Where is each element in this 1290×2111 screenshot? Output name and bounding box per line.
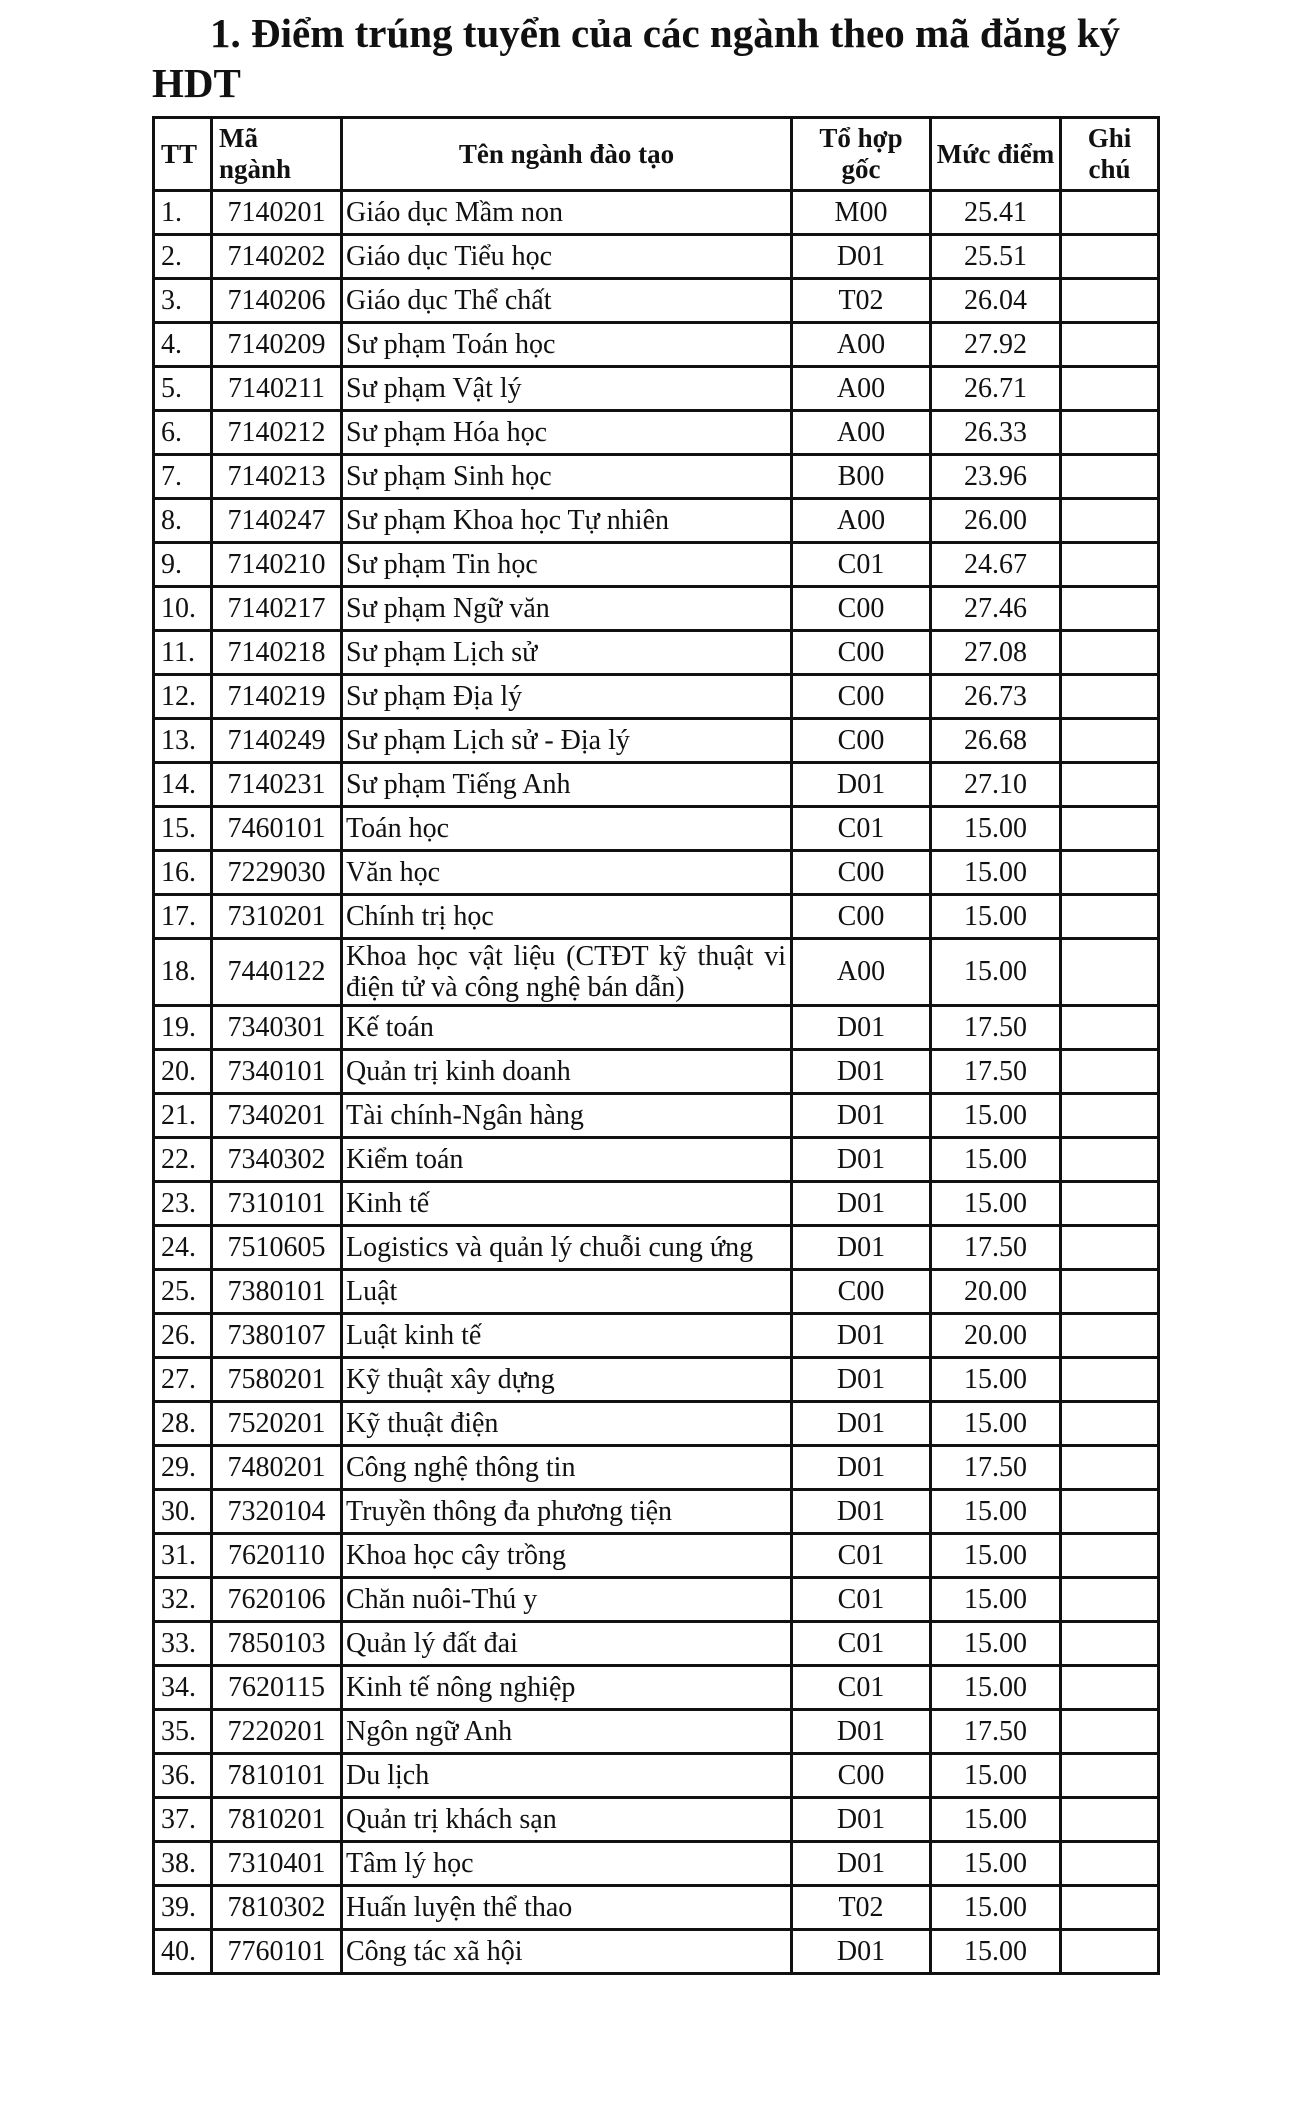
row-ghi-chu [1061, 675, 1159, 719]
row-ma-nganh: 7320104 [212, 1490, 342, 1534]
row-to-hop-goc: B00 [792, 455, 931, 499]
table-row [154, 1182, 1159, 1226]
row-tt: 28. [154, 1402, 212, 1446]
row-tt: 37. [154, 1798, 212, 1842]
table-row [154, 367, 1159, 411]
row-ma-nganh: 7140217 [212, 587, 342, 631]
row-ma-nganh: 7460101 [212, 807, 342, 851]
row-tt: 16. [154, 851, 212, 895]
row-ghi-chu [1061, 939, 1159, 1006]
admission-score-table [152, 116, 1160, 1975]
row-muc-diem: 26.68 [931, 719, 1061, 763]
row-to-hop-goc: D01 [792, 1490, 931, 1534]
row-tt: 11. [154, 631, 212, 675]
table-row [154, 851, 1159, 895]
table-row [154, 763, 1159, 807]
row-ten-nganh: Sư phạm Hóa học [342, 411, 792, 455]
table-row [154, 1402, 1159, 1446]
row-to-hop-goc: A00 [792, 323, 931, 367]
row-ma-nganh: 7310401 [212, 1842, 342, 1886]
row-ma-nganh: 7140206 [212, 279, 342, 323]
row-ma-nganh: 7220201 [212, 1710, 342, 1754]
row-to-hop-goc: C01 [792, 1578, 931, 1622]
row-muc-diem: 15.00 [931, 1358, 1061, 1402]
row-ma-nganh: 7340301 [212, 1006, 342, 1050]
row-ghi-chu [1061, 763, 1159, 807]
row-ghi-chu [1061, 455, 1159, 499]
row-ma-nganh: 7520201 [212, 1402, 342, 1446]
row-tt: 29. [154, 1446, 212, 1490]
row-ten-nganh: Sư phạm Khoa học Tự nhiên [342, 499, 792, 543]
row-ten-nganh: Sư phạm Tiếng Anh [342, 763, 792, 807]
row-ma-nganh: 7620110 [212, 1534, 342, 1578]
row-ghi-chu [1061, 1666, 1159, 1710]
row-ten-nganh: Quản trị khách sạn [342, 1798, 792, 1842]
table-row [154, 1050, 1159, 1094]
table-row [154, 543, 1159, 587]
row-ghi-chu [1061, 499, 1159, 543]
row-tt: 1. [154, 191, 212, 235]
row-ten-nganh: Sư phạm Địa lý [342, 675, 792, 719]
row-tt: 35. [154, 1710, 212, 1754]
row-muc-diem: 15.00 [931, 1886, 1061, 1930]
row-muc-diem: 15.00 [931, 1578, 1061, 1622]
row-muc-diem: 15.00 [931, 1534, 1061, 1578]
table-row [154, 1842, 1159, 1886]
row-ten-nganh: Chăn nuôi-Thú y [342, 1578, 792, 1622]
row-muc-diem: 26.04 [931, 279, 1061, 323]
table-row [154, 1446, 1159, 1490]
row-to-hop-goc: C01 [792, 807, 931, 851]
row-to-hop-goc: D01 [792, 1358, 931, 1402]
row-muc-diem: 15.00 [931, 895, 1061, 939]
table-row [154, 1358, 1159, 1402]
row-tt: 30. [154, 1490, 212, 1534]
row-to-hop-goc: D01 [792, 1446, 931, 1490]
row-ma-nganh: 7620106 [212, 1578, 342, 1622]
row-muc-diem: 27.08 [931, 631, 1061, 675]
row-muc-diem: 17.50 [931, 1006, 1061, 1050]
row-muc-diem: 15.00 [931, 939, 1061, 1006]
row-tt: 17. [154, 895, 212, 939]
table-row [154, 1666, 1159, 1710]
row-ma-nganh: 7340101 [212, 1050, 342, 1094]
row-tt: 32. [154, 1578, 212, 1622]
table-row [154, 323, 1159, 367]
table-header-row [154, 118, 1159, 191]
row-ma-nganh: 7310201 [212, 895, 342, 939]
row-muc-diem: 20.00 [931, 1270, 1061, 1314]
row-ghi-chu [1061, 1006, 1159, 1050]
row-tt: 40. [154, 1930, 212, 1974]
table-row [154, 1622, 1159, 1666]
row-muc-diem: 20.00 [931, 1314, 1061, 1358]
row-muc-diem: 17.50 [931, 1446, 1061, 1490]
row-ghi-chu [1061, 1138, 1159, 1182]
row-ten-nganh: Ngôn ngữ Anh [342, 1710, 792, 1754]
row-tt: 39. [154, 1886, 212, 1930]
row-ghi-chu [1061, 1622, 1159, 1666]
row-muc-diem: 15.00 [931, 1622, 1061, 1666]
row-ten-nganh: Quản lý đất đai [342, 1622, 792, 1666]
row-tt: 21. [154, 1094, 212, 1138]
row-ghi-chu [1061, 1094, 1159, 1138]
table-row [154, 279, 1159, 323]
row-ghi-chu [1061, 1446, 1159, 1490]
row-to-hop-goc: D01 [792, 1226, 931, 1270]
row-ghi-chu [1061, 587, 1159, 631]
row-tt: 14. [154, 763, 212, 807]
row-ghi-chu [1061, 411, 1159, 455]
row-muc-diem: 25.41 [931, 191, 1061, 235]
row-ghi-chu [1061, 323, 1159, 367]
row-ghi-chu [1061, 235, 1159, 279]
row-tt: 10. [154, 587, 212, 631]
header-ma-nganh: Mã ngành [212, 118, 342, 191]
row-to-hop-goc: C00 [792, 1270, 931, 1314]
row-ma-nganh: 7850103 [212, 1622, 342, 1666]
row-to-hop-goc: D01 [792, 1930, 931, 1974]
row-tt: 31. [154, 1534, 212, 1578]
row-ten-nganh: Giáo dục Tiểu học [342, 235, 792, 279]
row-tt: 23. [154, 1182, 212, 1226]
row-ten-nganh: Du lịch [342, 1754, 792, 1798]
row-ma-nganh: 7810101 [212, 1754, 342, 1798]
table-row [154, 1006, 1159, 1050]
row-ghi-chu [1061, 1842, 1159, 1886]
row-tt: 13. [154, 719, 212, 763]
row-to-hop-goc: C01 [792, 1666, 931, 1710]
row-muc-diem: 27.92 [931, 323, 1061, 367]
header-muc-diem: Mức điểm [931, 118, 1061, 191]
row-ma-nganh: 7140231 [212, 763, 342, 807]
row-ma-nganh: 7580201 [212, 1358, 342, 1402]
table-row [154, 1930, 1159, 1974]
row-muc-diem: 15.00 [931, 1930, 1061, 1974]
row-muc-diem: 15.00 [931, 1666, 1061, 1710]
row-muc-diem: 27.46 [931, 587, 1061, 631]
row-ghi-chu [1061, 1534, 1159, 1578]
table-row [154, 1138, 1159, 1182]
row-to-hop-goc: M00 [792, 191, 931, 235]
row-ghi-chu [1061, 631, 1159, 675]
row-to-hop-goc: D01 [792, 1138, 931, 1182]
row-tt: 24. [154, 1226, 212, 1270]
row-ten-nganh: Kiểm toán [342, 1138, 792, 1182]
row-ghi-chu [1061, 895, 1159, 939]
row-to-hop-goc: A00 [792, 367, 931, 411]
row-ten-nganh: Luật kinh tế [342, 1314, 792, 1358]
row-ma-nganh: 7340201 [212, 1094, 342, 1138]
row-to-hop-goc: D01 [792, 1710, 931, 1754]
row-ghi-chu [1061, 543, 1159, 587]
row-ghi-chu [1061, 1798, 1159, 1842]
row-muc-diem: 15.00 [931, 1754, 1061, 1798]
table-row [154, 1710, 1159, 1754]
row-to-hop-goc: D01 [792, 235, 931, 279]
table-row [154, 587, 1159, 631]
row-ten-nganh: Kế toán [342, 1006, 792, 1050]
row-ten-nganh: Sư phạm Lịch sử [342, 631, 792, 675]
row-ghi-chu [1061, 807, 1159, 851]
row-ghi-chu [1061, 851, 1159, 895]
row-to-hop-goc: A00 [792, 411, 931, 455]
table-row [154, 1798, 1159, 1842]
row-ma-nganh: 7140212 [212, 411, 342, 455]
row-muc-diem: 26.33 [931, 411, 1061, 455]
row-tt: 33. [154, 1622, 212, 1666]
row-tt: 18. [154, 939, 212, 1006]
row-ten-nganh: Huấn luyện thể thao [342, 1886, 792, 1930]
row-ghi-chu [1061, 1182, 1159, 1226]
row-muc-diem: 23.96 [931, 455, 1061, 499]
header-to-hop-goc: Tổ hợp gốc [792, 118, 931, 191]
row-ghi-chu [1061, 191, 1159, 235]
row-to-hop-goc: D01 [792, 1402, 931, 1446]
header-ten-nganh: Tên ngành đào tạo [342, 118, 792, 191]
row-to-hop-goc: C00 [792, 1754, 931, 1798]
header-tt: TT [154, 118, 212, 191]
row-to-hop-goc: D01 [792, 763, 931, 807]
row-ten-nganh: Giáo dục Mầm non [342, 191, 792, 235]
row-ghi-chu [1061, 1226, 1159, 1270]
row-ma-nganh: 7810302 [212, 1886, 342, 1930]
row-ma-nganh: 7140209 [212, 323, 342, 367]
row-ghi-chu [1061, 367, 1159, 411]
row-tt: 4. [154, 323, 212, 367]
row-ten-nganh: Kinh tế nông nghiệp [342, 1666, 792, 1710]
row-to-hop-goc: D01 [792, 1798, 931, 1842]
table-row [154, 895, 1159, 939]
table-row [154, 675, 1159, 719]
table-row [154, 235, 1159, 279]
table-body [154, 191, 1159, 1974]
table-row [154, 1578, 1159, 1622]
row-tt: 26. [154, 1314, 212, 1358]
row-to-hop-goc: C00 [792, 851, 931, 895]
row-muc-diem: 15.00 [931, 1138, 1061, 1182]
row-ma-nganh: 7380107 [212, 1314, 342, 1358]
row-ghi-chu [1061, 719, 1159, 763]
row-ghi-chu [1061, 1050, 1159, 1094]
row-ma-nganh: 7140211 [212, 367, 342, 411]
row-to-hop-goc: C00 [792, 719, 931, 763]
row-ten-nganh: Sư phạm Sinh học [342, 455, 792, 499]
row-ten-nganh: Kinh tế [342, 1182, 792, 1226]
row-to-hop-goc: C00 [792, 631, 931, 675]
row-tt: 6. [154, 411, 212, 455]
table-row [154, 719, 1159, 763]
row-ma-nganh: 7140247 [212, 499, 342, 543]
row-ma-nganh: 7140219 [212, 675, 342, 719]
row-muc-diem: 26.00 [931, 499, 1061, 543]
row-ten-nganh: Logistics và quản lý chuỗi cung ứng [342, 1226, 792, 1270]
row-muc-diem: 15.00 [931, 1842, 1061, 1886]
row-ten-nganh: Văn học [342, 851, 792, 895]
table-row [154, 411, 1159, 455]
row-muc-diem: 15.00 [931, 1182, 1061, 1226]
row-to-hop-goc: A00 [792, 499, 931, 543]
row-ghi-chu [1061, 1314, 1159, 1358]
table-row [154, 1270, 1159, 1314]
row-tt: 36. [154, 1754, 212, 1798]
row-tt: 20. [154, 1050, 212, 1094]
row-muc-diem: 15.00 [931, 1402, 1061, 1446]
row-to-hop-goc: D01 [792, 1182, 931, 1226]
row-ten-nganh: Chính trị học [342, 895, 792, 939]
row-ten-nganh: Sư phạm Ngữ văn [342, 587, 792, 631]
row-ten-nganh: Khoa học vật liệu (CTĐT kỹ thuật vi điện tử và công nghệ bán dẫn) [342, 939, 792, 1006]
row-ghi-chu [1061, 1930, 1159, 1974]
table-row [154, 1094, 1159, 1138]
row-tt: 2. [154, 235, 212, 279]
row-tt: 22. [154, 1138, 212, 1182]
row-ghi-chu [1061, 1710, 1159, 1754]
row-muc-diem: 15.00 [931, 807, 1061, 851]
row-ten-nganh: Sư phạm Vật lý [342, 367, 792, 411]
row-tt: 9. [154, 543, 212, 587]
row-to-hop-goc: D01 [792, 1050, 931, 1094]
row-tt: 3. [154, 279, 212, 323]
row-ten-nganh: Sư phạm Lịch sử - Địa lý [342, 719, 792, 763]
row-ghi-chu [1061, 1886, 1159, 1930]
row-to-hop-goc: A00 [792, 939, 931, 1006]
table-row [154, 939, 1159, 1006]
row-ma-nganh: 7140202 [212, 235, 342, 279]
row-ten-nganh: Sư phạm Toán học [342, 323, 792, 367]
row-ten-nganh: Luật [342, 1270, 792, 1314]
row-muc-diem: 26.73 [931, 675, 1061, 719]
table-row [154, 1314, 1159, 1358]
row-ghi-chu [1061, 1578, 1159, 1622]
row-ten-nganh: Giáo dục Thể chất [342, 279, 792, 323]
row-muc-diem: 17.50 [931, 1710, 1061, 1754]
row-to-hop-goc: C00 [792, 587, 931, 631]
row-ten-nganh: Truyền thông đa phương tiện [342, 1490, 792, 1534]
row-to-hop-goc: T02 [792, 1886, 931, 1930]
row-ghi-chu [1061, 1490, 1159, 1534]
row-ghi-chu [1061, 279, 1159, 323]
row-muc-diem: 15.00 [931, 1798, 1061, 1842]
row-muc-diem: 17.50 [931, 1226, 1061, 1270]
row-muc-diem: 24.67 [931, 543, 1061, 587]
row-ten-nganh: Khoa học cây trồng [342, 1534, 792, 1578]
row-tt: 7. [154, 455, 212, 499]
table-row [154, 1754, 1159, 1798]
row-ma-nganh: 7140213 [212, 455, 342, 499]
row-ma-nganh: 7310101 [212, 1182, 342, 1226]
row-ma-nganh: 7229030 [212, 851, 342, 895]
row-to-hop-goc: C00 [792, 895, 931, 939]
row-to-hop-goc: C00 [792, 675, 931, 719]
row-tt: 38. [154, 1842, 212, 1886]
row-ten-nganh: Tâm lý học [342, 1842, 792, 1886]
section-heading: 1. Điểm trúng tuyển của các ngành theo mã đăng ký HDT [152, 10, 1121, 106]
row-tt: 5. [154, 367, 212, 411]
row-ma-nganh: 7510605 [212, 1226, 342, 1270]
row-muc-diem: 15.00 [931, 1490, 1061, 1534]
row-to-hop-goc: D01 [792, 1094, 931, 1138]
row-tt: 8. [154, 499, 212, 543]
row-tt: 34. [154, 1666, 212, 1710]
row-ma-nganh: 7480201 [212, 1446, 342, 1490]
row-muc-diem: 15.00 [931, 851, 1061, 895]
row-ma-nganh: 7340302 [212, 1138, 342, 1182]
header-ghi-chu: Ghi chú [1061, 118, 1159, 191]
row-ghi-chu [1061, 1754, 1159, 1798]
row-ma-nganh: 7440122 [212, 939, 342, 1006]
row-ten-nganh: Kỹ thuật điện [342, 1402, 792, 1446]
table-row [154, 455, 1159, 499]
row-ma-nganh: 7140218 [212, 631, 342, 675]
row-ghi-chu [1061, 1402, 1159, 1446]
table-row [154, 1226, 1159, 1270]
row-to-hop-goc: D01 [792, 1842, 931, 1886]
row-ten-nganh: Toán học [342, 807, 792, 851]
row-tt: 15. [154, 807, 212, 851]
table-row [154, 631, 1159, 675]
row-muc-diem: 17.50 [931, 1050, 1061, 1094]
row-to-hop-goc: D01 [792, 1314, 931, 1358]
row-muc-diem: 26.71 [931, 367, 1061, 411]
row-to-hop-goc: C01 [792, 1534, 931, 1578]
row-tt: 25. [154, 1270, 212, 1314]
row-muc-diem: 25.51 [931, 235, 1061, 279]
row-to-hop-goc: C01 [792, 543, 931, 587]
row-ma-nganh: 7140201 [212, 191, 342, 235]
row-ten-nganh: Quản trị kinh doanh [342, 1050, 792, 1094]
row-to-hop-goc: D01 [792, 1006, 931, 1050]
row-to-hop-goc: C01 [792, 1622, 931, 1666]
row-ma-nganh: 7380101 [212, 1270, 342, 1314]
row-ten-nganh: Kỹ thuật xây dựng [342, 1358, 792, 1402]
table-row [154, 1490, 1159, 1534]
row-ten-nganh: Công nghệ thông tin [342, 1446, 792, 1490]
row-muc-diem: 27.10 [931, 763, 1061, 807]
table-row [154, 1534, 1159, 1578]
table-row [154, 499, 1159, 543]
row-tt: 12. [154, 675, 212, 719]
table-row [154, 807, 1159, 851]
row-tt: 27. [154, 1358, 212, 1402]
row-ma-nganh: 7140249 [212, 719, 342, 763]
row-tt: 19. [154, 1006, 212, 1050]
row-muc-diem: 15.00 [931, 1094, 1061, 1138]
row-ten-nganh: Tài chính-Ngân hàng [342, 1094, 792, 1138]
table-row [154, 1886, 1159, 1930]
table-row [154, 191, 1159, 235]
row-ghi-chu [1061, 1358, 1159, 1402]
row-ghi-chu [1061, 1270, 1159, 1314]
row-ma-nganh: 7140210 [212, 543, 342, 587]
row-ten-nganh: Công tác xã hội [342, 1930, 792, 1974]
row-ten-nganh: Sư phạm Tin học [342, 543, 792, 587]
row-ma-nganh: 7760101 [212, 1930, 342, 1974]
row-ma-nganh: 7810201 [212, 1798, 342, 1842]
row-ma-nganh: 7620115 [212, 1666, 342, 1710]
row-to-hop-goc: T02 [792, 279, 931, 323]
